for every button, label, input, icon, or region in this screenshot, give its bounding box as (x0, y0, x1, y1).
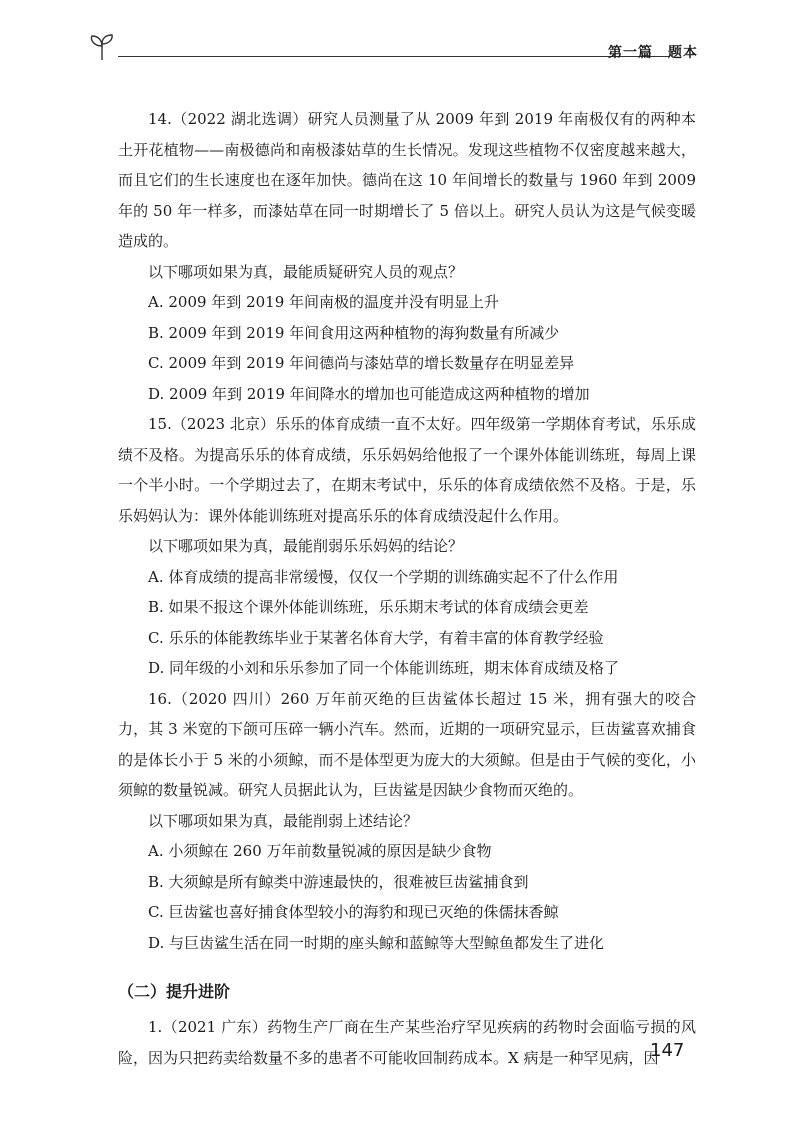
question-16 (118, 684, 696, 959)
option-c: C. 2009 年到 2019 年间德尚与漆姑草的增长数量存在明显差异 (148, 354, 575, 372)
question-prompt: 以下哪项如果为真，最能削弱乐乐妈妈的结论？ (148, 537, 464, 555)
option-c: C. 乐乐的体能教练毕业于某著名体育大学，有着丰富的体育教学经验 (148, 628, 604, 647)
option-d: D. 2009 年到 2019 年间降水的增加也可能造成这两种植物的增加 (148, 384, 590, 403)
sprout-icon (88, 32, 116, 62)
option-a: A. 小须鲸在 260 万年前数量锐减的原因是缺少食物 (148, 842, 492, 860)
question-prompt: 以下哪项如果为真，最能削弱上述结论？ (148, 811, 419, 830)
option-d: D. 同年级的小刘和乐乐参加了同一个体能训练班，期末体育成绩及格了 (148, 659, 620, 677)
option-b: B. 2009 年到 2019 年间食用这两种植物的海狗数量有所减少 (148, 323, 560, 342)
option-a: A. 体育成绩的提高非常缓慢，仅仅一个学期的训练确实起不了什么作用 (148, 567, 619, 586)
question-15 (118, 409, 696, 684)
question-stem: 14.（2022 湖北选调）研究人员测量了从 2009 年到 2019 年南极仅有的两种本土开花植物——南极德尚和南极漆姑草的生长情况。发现这些植物不仅密度越来越大，而且它们的生长速度也在逐年加快。德尚在这 10 年间增长的数量与 1960 年到 2009 年的 50 年一样多，而漆姑草在同一时期增长了 5 倍以上。研究人员认为这是气候变暖造成的。 (118, 110, 696, 250)
question-prompt: 以下哪项如果为真，最能质疑研究人员的观点？ (148, 262, 464, 281)
next-question-stem: 1.（2021 广东）药物生产厂商在生产某些治疗罕见疾病的药物时会面临亏损的风险，因为只把药卖给数量不多的患者不可能收回制药成本。X 病是一种罕见病，因 (118, 1018, 696, 1067)
option-c: C. 巨齿鲨也喜好捕食体型较小的海豹和现已灭绝的侏儒抹香鲸 (148, 903, 559, 921)
page-content (118, 104, 696, 1073)
page-number: 147 (650, 1040, 685, 1061)
option-d: D. 与巨齿鲨生活在同一时期的座头鲸和蓝鲸等大型鲸鱼都发生了进化 (148, 933, 605, 952)
option-b: B. 如果不报这个课外体能训练班，乐乐期末考试的体育成绩会更差 (148, 598, 589, 616)
option-a: A. 2009 年到 2019 年间南极的温度并没有明显上升 (148, 293, 500, 311)
section-title: 第一篇 题本 (608, 45, 698, 61)
subsection-heading: （二）提升进阶 (118, 982, 231, 1001)
question-stem: 16.（2020 四川）260 万年前灭绝的巨齿鲨体长超过 15 米，拥有强大的咬合力，其 3 米宽的下颌可压碎一辆小汽车。然而，近期的一项研究显示，巨齿鲨喜欢捕食的是体长小于 5 米的小须鲸，而不是体型更为庞大的大须鲸。但是由于气候的变化，小须鲸的数量锐减。研究人员据此认为，巨齿鲨是因缺少食物而灭绝的。 (118, 689, 696, 799)
page-header (88, 30, 698, 70)
option-b: B. 大须鲸是所有鲸类中游速最快的，很难被巨齿鲨捕食到 (148, 872, 529, 891)
question-14 (118, 104, 696, 409)
header-rule (118, 56, 670, 57)
question-stem: 15.（2023 北京）乐乐的体育成绩一直不太好。四年级第一学期体育考试，乐乐成绩不及格。为提高乐乐的体育成绩，乐乐妈妈给他报了一个课外体能训练班，每周上课一个半小时。一个学期过去了，在期末考试中，乐乐的体育成绩依然不及格。于是，乐乐妈妈认为：课外体能训练班对提高乐乐的体育成绩没起什么作用。 (118, 415, 696, 525)
